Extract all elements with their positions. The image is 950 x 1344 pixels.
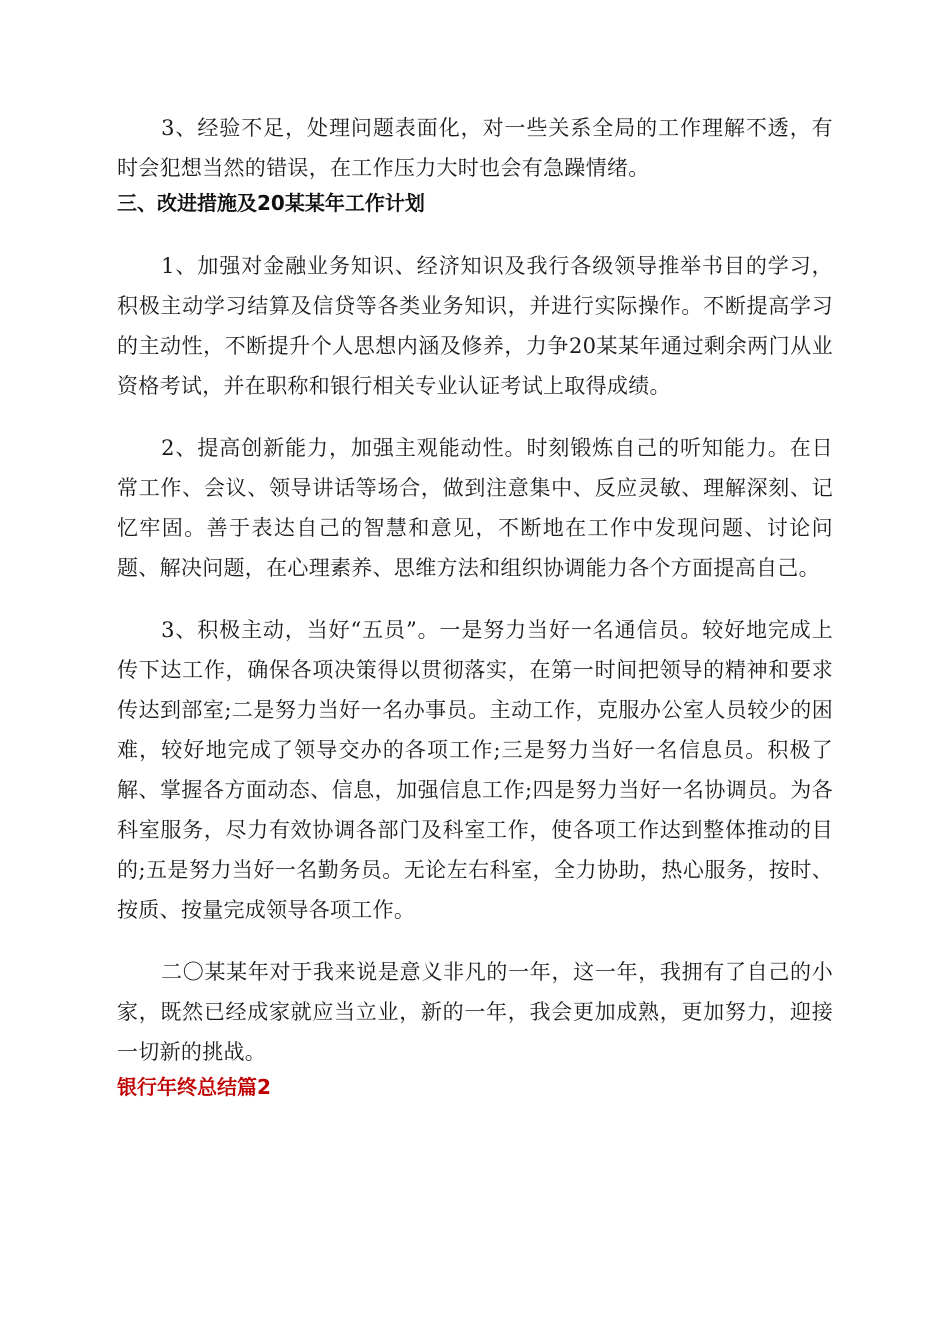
next-section-title: 银行年终总结篇2 — [117, 1075, 271, 1099]
paragraph-item-3: 3、积极主动，当好“五员”。一是努力当好一名通信员。较好地完成上传下达工作，确保各项决策得以贯彻落实，在第一时间把领导的精神和要求传达到部室;二是努力当好一名办事员。主动工作，克服办公室人员较少的困难，较好地完成了领导交办的各项工作;三是努力当好一名信息员。积极了解、掌握各方面动态、信息，加强信息工作;四是努力当好一名协调员。为各科室服务，尽力有效协调各部门及科室工作，使各项工作达到整体推动的目的;五是努力当好一名勤务员。无论左右科室，全力协助，热心服务，按时、按质、按量完成领导各项工作。 — [117, 618, 833, 922]
section-heading-improvement: 三、改进措施及20某某年工作计划 — [117, 191, 425, 215]
paragraph-item-1: 1、加强对金融业务知识、经济知识及我行各级领导推举书目的学习，积极主动学习结算及信贷等各类业务知识，并进行实际操作。不断提高学习的主动性，不断提升个人思想内涵及修养，力争20某某年通过剩余两门从业资格考试，并在职称和银行相关专业认证考试上取得成绩。 — [117, 254, 833, 398]
document-body — [117, 108, 833, 1102]
paragraph-item-2: 2、提高创新能力，加强主观能动性。时刻锻炼自己的听知能力。在日常工作、会议、领导讲话等场合，做到注意集中、反应灵敏、理解深刻、记忆牢固。善于表达自己的智慧和意见，不断地在工作中发现问题、讨论问题、解决问题，在心理素养、思维方法和组织协调能力各个方面提高自己。 — [117, 436, 833, 580]
paragraph-closing: 二〇某某年对于我来说是意义非凡的一年，这一年，我拥有了自己的小家，既然已经成家就应当立业，新的一年，我会更加成熟，更加努力，迎接一切新的挑战。 — [117, 960, 833, 1064]
paragraph-experience: 3、经验不足，处理问题表面化，对一些关系全局的工作理解不透，有时会犯想当然的错误，在工作压力大时也会有急躁情绪。 — [117, 116, 833, 180]
